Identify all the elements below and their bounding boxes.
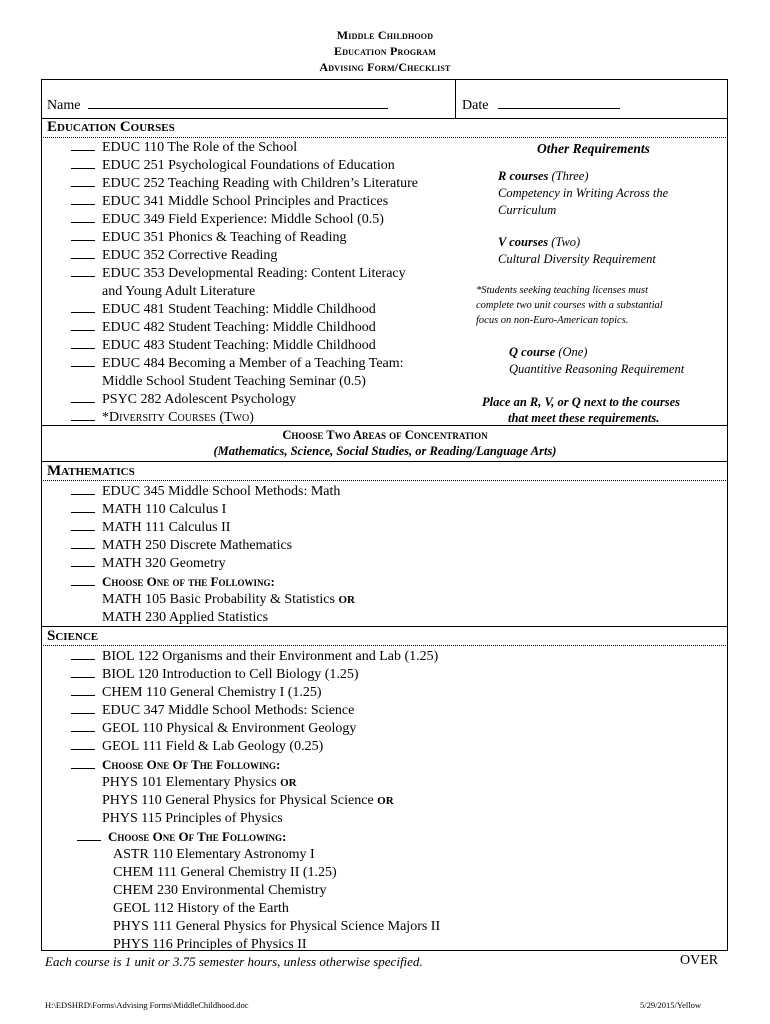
r-courses: R courses (Three) — [498, 169, 589, 183]
checkbox-line[interactable] — [71, 175, 95, 187]
checkbox-line[interactable] — [71, 501, 95, 513]
education-course[interactable]: EDUC 252 Teaching Reading with Children’s Literature — [71, 175, 418, 192]
education-course-continued: Middle School Student Teaching Seminar (0.5) — [102, 374, 366, 389]
checkbox-line[interactable] — [71, 229, 95, 241]
date-label: Date — [462, 98, 489, 113]
education-course[interactable]: EDUC 341 Middle School Principles and Practices — [71, 193, 388, 210]
education-course[interactable]: EDUC 483 Student Teaching: Middle Childhood — [71, 337, 376, 354]
science-option: CHEM 230 Environmental Chemistry — [113, 883, 327, 898]
math-heading: Mathematics — [47, 463, 135, 479]
checkbox-line[interactable] — [71, 684, 95, 696]
diversity-note: focus on non-Euro-American topics. — [476, 315, 629, 326]
math-course[interactable]: MATH 111 Calculus II — [71, 519, 230, 536]
checkbox-line[interactable] — [71, 139, 95, 151]
checkbox-line[interactable] — [71, 757, 95, 769]
checkbox-line[interactable] — [71, 483, 95, 495]
name-field[interactable] — [47, 96, 388, 114]
education-course[interactable]: *Diversity Courses (Two) — [71, 409, 254, 426]
science-choose[interactable]: Choose One Of The Following: — [71, 756, 280, 774]
checkbox-line[interactable] — [71, 355, 95, 367]
checkbox-line[interactable] — [71, 157, 95, 169]
checkbox-line[interactable] — [71, 337, 95, 349]
education-course[interactable]: EDUC 352 Corrective Reading — [71, 247, 277, 264]
education-course[interactable]: EDUC 351 Phonics & Teaching of Reading — [71, 229, 347, 246]
checkbox-line[interactable] — [77, 829, 101, 841]
checkbox-line[interactable] — [71, 720, 95, 732]
science-choose[interactable]: Choose One Of The Following: — [77, 828, 286, 846]
science-option: PHYS 110 General Physics for Physical Science OR — [102, 793, 394, 808]
q-course-desc: Quantitive Reasoning Requirement — [509, 362, 685, 376]
science-option: PHYS 111 General Physics for Physical Science Majors II — [113, 919, 441, 934]
math-option: MATH 230 Applied Statistics — [102, 610, 269, 625]
checkbox-line[interactable] — [71, 537, 95, 549]
math-option: MATH 105 Basic Probability & Statistics OR — [102, 592, 355, 607]
science-course[interactable]: GEOL 111 Field & Lab Geology (0.25) — [71, 738, 323, 755]
science-option: PHYS 116 Principles of Physics II — [113, 937, 307, 952]
science-option: CHEM 111 General Chemistry II (1.25) — [113, 865, 337, 880]
education-course[interactable]: EDUC 353 Developmental Reading: Content Literacy — [71, 265, 406, 282]
science-course[interactable]: BIOL 120 Introduction to Cell Biology (1.25) — [71, 666, 359, 683]
checkbox-line[interactable] — [71, 301, 95, 313]
other-requirements-heading: Other Requirements — [537, 141, 650, 156]
checkbox-line[interactable] — [71, 319, 95, 331]
r-courses-desc: Competency in Writing Across the — [498, 186, 669, 200]
science-course[interactable]: CHEM 110 General Chemistry I (1.25) — [71, 684, 322, 701]
science-course[interactable]: EDUC 347 Middle School Methods: Science — [71, 702, 354, 719]
education-course[interactable]: EDUC 251 Psychological Foundations of Education — [71, 157, 395, 174]
math-choose[interactable]: Choose One of the Following: — [71, 573, 275, 591]
concentration-subtitle: (Mathematics, Science, Social Studies, or Reading/Language Arts) — [213, 444, 557, 458]
r-courses-desc: Curriculum — [498, 203, 557, 217]
place-note: Place an R, V, or Q next to the courses — [482, 395, 681, 409]
name-label: Name — [47, 98, 81, 113]
name-line[interactable] — [88, 96, 388, 109]
file-path: H:\EDSHRD\Forms\Advising Forms\MiddleChildhood.doc — [45, 1000, 249, 1010]
education-course[interactable]: EDUC 349 Field Experience: Middle School (0.5) — [71, 211, 384, 228]
divider-math — [41, 461, 728, 462]
checkbox-line[interactable] — [71, 211, 95, 223]
over-label: OVER — [680, 953, 719, 968]
divider-science-heading — [41, 645, 728, 646]
checkbox-line[interactable] — [71, 265, 95, 277]
education-course[interactable]: PSYC 282 Adolescent Psychology — [71, 391, 296, 408]
science-heading: Science — [47, 628, 99, 644]
date-line[interactable] — [498, 96, 620, 109]
science-option: GEOL 112 History of the Earth — [113, 901, 289, 916]
checkbox-line[interactable] — [71, 193, 95, 205]
date-field[interactable] — [462, 96, 620, 114]
education-course[interactable]: EDUC 110 The Role of the School — [71, 139, 297, 156]
checkbox-line[interactable] — [71, 666, 95, 678]
science-course[interactable]: BIOL 122 Organisms and their Environment and Lab (1.25) — [71, 648, 438, 665]
education-heading: Education Courses — [47, 119, 175, 135]
title-line-1: Middle Childhood — [336, 28, 434, 42]
education-course-continued: and Young Adult Literature — [102, 284, 256, 299]
unit-note: Each course is 1 unit or 3.75 semester hours, unless otherwise specified. — [45, 954, 423, 969]
science-option: ASTR 110 Elementary Astronomy I — [113, 847, 315, 862]
checkbox-line[interactable] — [71, 574, 95, 586]
diversity-note: *Students seeking teaching licenses must — [476, 285, 649, 296]
diversity-note: complete two unit courses with a substantial — [476, 300, 663, 311]
divider-science — [41, 626, 728, 627]
education-course[interactable]: EDUC 481 Student Teaching: Middle Childhood — [71, 301, 376, 318]
q-course: Q course (One) — [509, 345, 588, 359]
checkbox-line[interactable] — [71, 247, 95, 259]
v-courses-desc: Cultural Diversity Requirement — [498, 252, 656, 266]
title-line-3: Advising Form/Checklist — [319, 60, 451, 74]
concentration-title: Choose Two Areas of Concentration — [282, 428, 488, 442]
checkbox-line[interactable] — [71, 648, 95, 660]
checkbox-line[interactable] — [71, 391, 95, 403]
checkbox-line[interactable] — [71, 702, 95, 714]
revision-date: 5/29/2015/Yellow — [640, 1000, 702, 1010]
science-option: PHYS 115 Principles of Physics — [102, 811, 283, 826]
checkbox-line[interactable] — [71, 738, 95, 750]
education-course[interactable]: EDUC 482 Student Teaching: Middle Childhood — [71, 319, 376, 336]
checkbox-line[interactable] — [71, 519, 95, 531]
math-course[interactable]: MATH 110 Calculus I — [71, 501, 226, 518]
divider-name-date — [455, 79, 456, 119]
math-course[interactable]: MATH 320 Geometry — [71, 555, 226, 572]
divider-education-heading — [41, 137, 728, 138]
checkbox-line[interactable] — [71, 555, 95, 567]
title-line-2: Education Program — [333, 44, 437, 58]
math-course[interactable]: EDUC 345 Middle School Methods: Math — [71, 483, 340, 500]
education-course[interactable]: EDUC 484 Becoming a Member of a Teaching Team: — [71, 355, 404, 372]
divider-math-heading — [41, 480, 728, 481]
checkbox-line[interactable] — [71, 409, 95, 421]
science-option: PHYS 101 Elementary Physics OR — [102, 775, 297, 790]
place-note: that meet these requirements. — [508, 411, 660, 425]
science-course[interactable]: GEOL 110 Physical & Environment Geology — [71, 720, 356, 737]
math-course[interactable]: MATH 250 Discrete Mathematics — [71, 537, 292, 554]
v-courses: V courses (Two) — [498, 235, 581, 249]
